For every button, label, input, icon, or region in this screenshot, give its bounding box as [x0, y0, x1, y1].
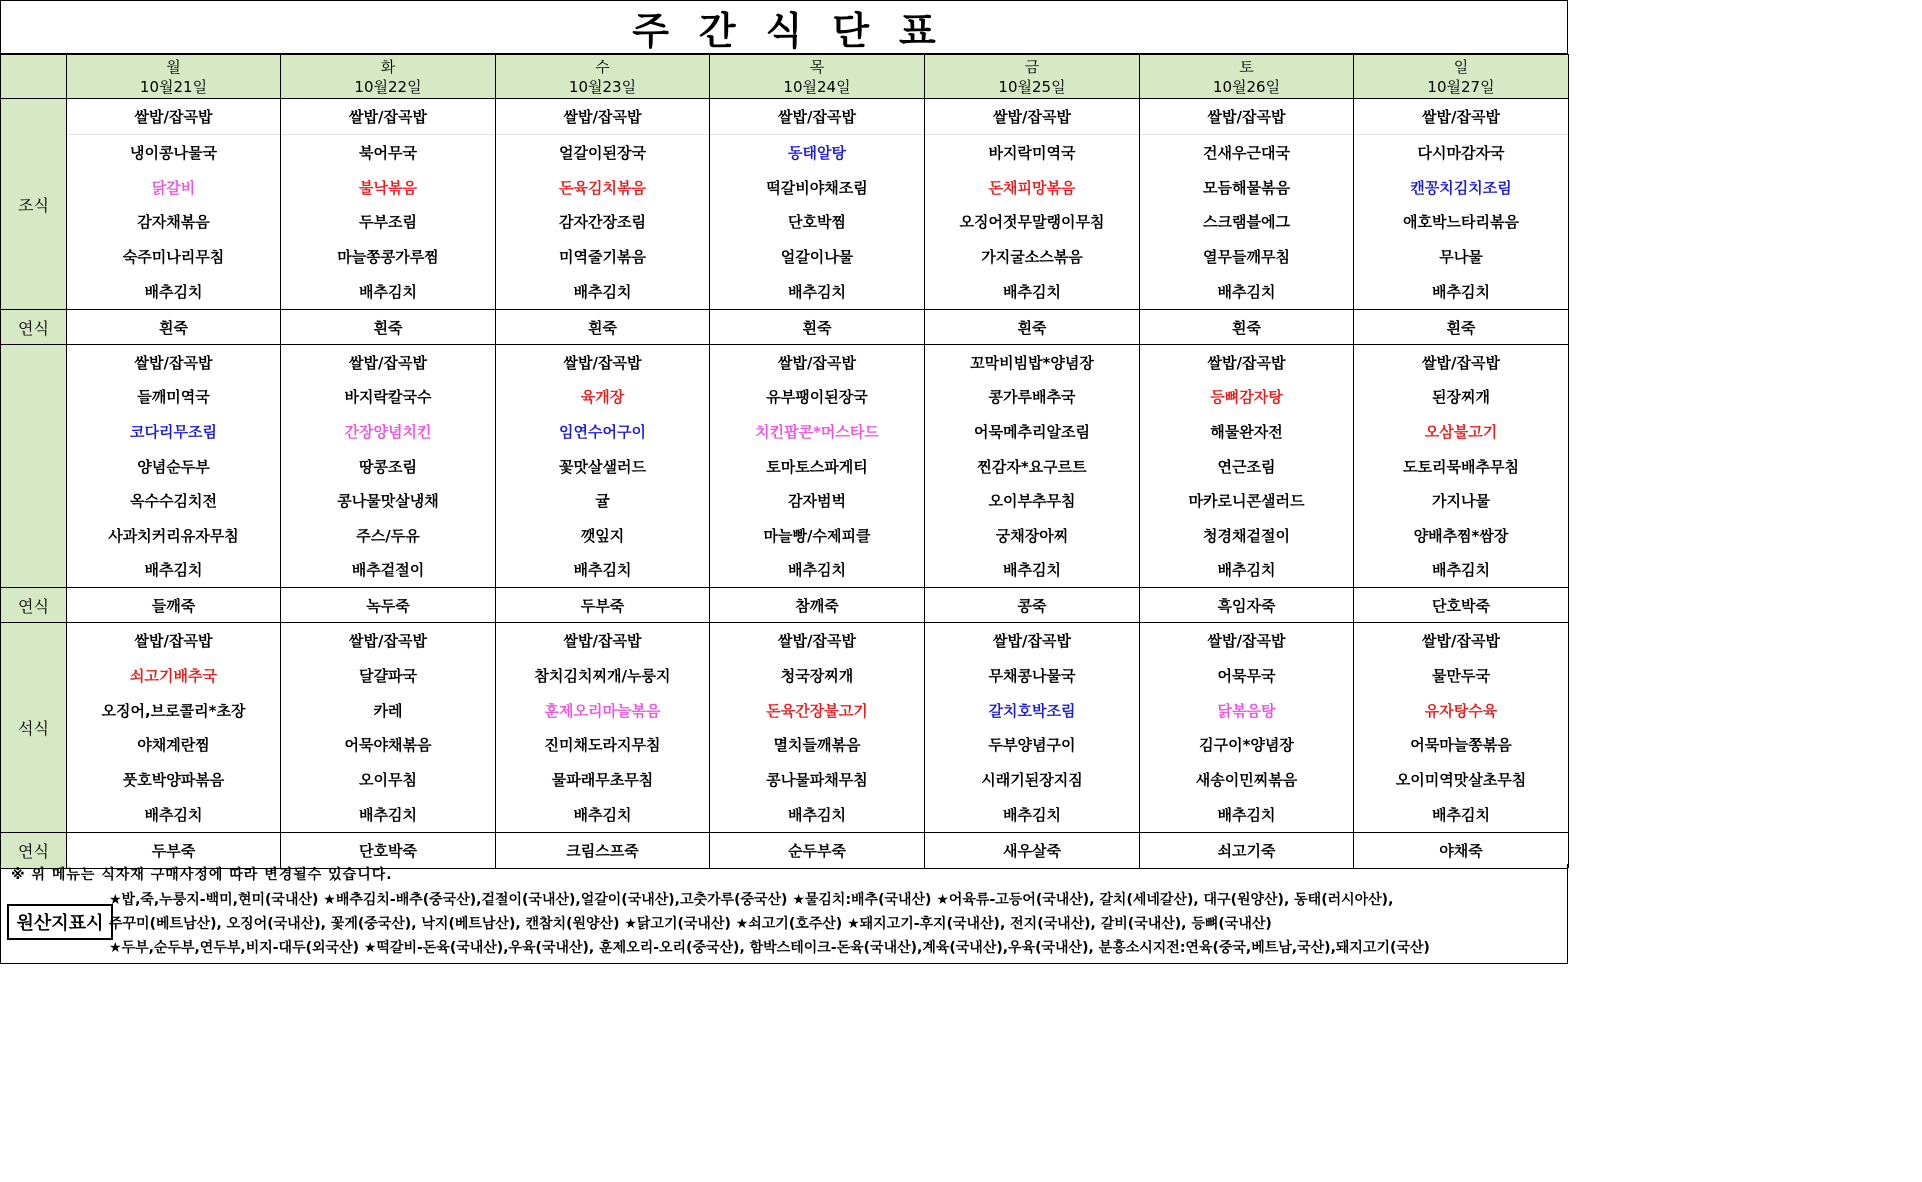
menu-item: 동태알탕: [788, 143, 846, 162]
menu-item: 야채계란찜: [137, 736, 210, 755]
meal-label-breakfast: 조식: [1, 98, 67, 309]
menu-cell: [496, 622, 710, 832]
menu-item: 배추김치: [1003, 283, 1061, 302]
weekday-label: 화: [380, 58, 396, 76]
menu-item: 쌀밥/잡곡밥: [778, 631, 856, 650]
menu-item: 배추김치: [1217, 283, 1276, 302]
menu-cell: [1354, 622, 1569, 832]
menu-item: 참치김치찌개/누룽지: [534, 666, 671, 685]
snack-item: 녹두죽: [281, 587, 496, 622]
snack-item: 단호박죽: [281, 832, 496, 868]
menu-item: 배추김치: [1432, 561, 1490, 580]
menu-item: 달걀파국: [359, 666, 417, 685]
snack-item: 단호박죽: [1354, 587, 1569, 622]
menu-item: 쌀밥/잡곡밥: [1422, 631, 1500, 650]
menu-item: 쌀밥/잡곡밥: [67, 99, 280, 135]
menu-item: 배추김치: [1003, 806, 1061, 825]
menu-item: 간장양념치킨: [344, 422, 432, 441]
header-corner: [1, 54, 67, 98]
snack-item: 크림스프죽: [496, 832, 710, 868]
menu-cell: [1140, 344, 1354, 587]
menu-item: 진미채도라지무침: [544, 736, 661, 755]
menu-item: 어묵메추리알조림: [974, 422, 1090, 441]
menu-item: 바지락칼국수: [344, 388, 432, 407]
menu-item: 배추김치: [1432, 806, 1490, 825]
origin-section: [0, 886, 1568, 964]
menu-item: 연근조림: [1217, 457, 1276, 476]
menu-cell: [67, 98, 281, 309]
menu-item: 해물완자전: [1210, 422, 1283, 441]
menu-item: 주스/두유: [356, 526, 420, 545]
menu-item: 돈채피망볶음: [988, 178, 1076, 197]
menu-item: 다시마감자국: [1417, 143, 1505, 162]
menu-cell: [1354, 344, 1569, 587]
menu-cell: [710, 344, 925, 587]
snack-item: 콩죽: [925, 587, 1140, 622]
page-title: 주간식단표: [0, 0, 1568, 54]
menu-item: 배추김치: [1432, 283, 1490, 302]
date-label: 10월21일: [139, 78, 208, 96]
menu-item: 어묵마늘쫑볶음: [1410, 736, 1512, 755]
menu-item: 두부조림: [359, 213, 417, 232]
menu-item: 쌀밥/잡곡밥: [1207, 631, 1286, 650]
menu-cell: [925, 622, 1140, 832]
origin-lines: [109, 888, 1563, 960]
snack-item: 흰죽: [1140, 309, 1354, 344]
origin-line: ★밥,죽,누룽지-백미,현미(국내산) ★배추김치-배추(중국산),겉절이(국내산),얼갈이(국내산),고춧가루(중국산) ★물김치:배추(국내산) ★어육류-고등어(국내산), 갈치(세네갈산), 대구(원양산), 동태(러시아산),: [109, 892, 1394, 908]
menu-item: 가지나물: [1432, 492, 1490, 511]
menu-item: 멸치들깨볶음: [773, 736, 861, 755]
menu-item: 감자범벅: [788, 492, 846, 511]
snack-item: 흰죽: [67, 309, 281, 344]
menu-item: 양배추찜*쌈장: [1413, 526, 1509, 545]
menu-item: 숙주미나리무침: [122, 248, 225, 267]
menu-item: 콩가루배추국: [988, 388, 1076, 407]
menu-item: 배추김치: [144, 806, 203, 825]
menu-cell: [710, 98, 925, 309]
menu-item: 쌀밥/잡곡밥: [563, 353, 642, 372]
day-header: [1140, 54, 1354, 98]
menu-item: 찐감자*요구르트: [977, 457, 1087, 476]
weekday-label: 토: [1239, 58, 1254, 76]
menu-item: 귤: [595, 492, 610, 511]
menu-item: 쌀밥/잡곡밥: [281, 99, 495, 135]
menu-cell: [496, 344, 710, 587]
menu-item: 가지굴소스볶음: [981, 248, 1083, 267]
snack-item: 흰죽: [1354, 309, 1569, 344]
menu-table: [0, 54, 1568, 869]
menu-item: 된장찌개: [1432, 388, 1490, 407]
day-header: [710, 54, 925, 98]
menu-item: 풋호박양파볶음: [122, 771, 225, 790]
meal-label-snack: 연식: [1, 309, 67, 344]
menu-item: 배추김치: [359, 806, 417, 825]
menu-item: 배추김치: [144, 283, 203, 302]
menu-item: 카레: [373, 701, 403, 720]
menu-cell: [1140, 98, 1354, 309]
menu-item: 등뼈감자탕: [1210, 388, 1283, 407]
meal-label-lunch: [1, 344, 67, 587]
menu-cell: [281, 344, 496, 587]
menu-item: 북어무국: [359, 143, 417, 162]
menu-cell: [496, 98, 710, 309]
menu-item: 오삼불고기: [1424, 422, 1498, 441]
menu-item: 갈치호박조림: [988, 701, 1076, 720]
origin-line: 주꾸미(베트남산), 오징어(국내산), 꽃게(중국산), 낙지(베트남산), 캔참치(원양산) ★닭고기(국내산) ★쇠고기(호주산) ★돼지고기-후지(국내산), 전지(국내산), 갈비(국내산), 등뼈(국내산): [109, 916, 1272, 932]
day-header: [1354, 54, 1569, 98]
snack-item: 참깨죽: [710, 587, 925, 622]
menu-item: 어묵무국: [1217, 666, 1276, 685]
menu-item: 두부양념구이: [988, 736, 1076, 755]
menu-item: 물파래무초무침: [551, 771, 654, 790]
snack-item: 흑임자죽: [1140, 587, 1354, 622]
menu-item: 바지락미역국: [988, 143, 1076, 162]
menu-item: 닭볶음탕: [1217, 701, 1276, 720]
date-label: 10월27일: [1427, 78, 1495, 96]
menu-item: 훈제오리마늘볶음: [544, 701, 661, 720]
snack-item: 두부죽: [496, 587, 710, 622]
snack-item: 흰죽: [281, 309, 496, 344]
menu-item: 유자탕수육: [1424, 701, 1498, 720]
menu-item: 토마토스파게티: [766, 457, 868, 476]
menu-item: 시래기된장지짐: [981, 771, 1083, 790]
menu-item: 쌀밥/잡곡밥: [134, 631, 213, 650]
menu-item: 배추김치: [573, 561, 632, 580]
menu-item: 배추김치: [573, 806, 632, 825]
menu-cell: [710, 622, 925, 832]
menu-item: 물만두국: [1432, 666, 1490, 685]
origin-line: ★두부,순두부,연두부,비지-대두(외국산) ★떡갈비-돈육(국내산),우육(국내산), 훈제오리-오리(중국산), 함박스테이크-돈육(국내산),계육(국내산),우육(국내산), 분홍소시지전:연육(중국,베트남,국산),돼지고기(국산): [109, 940, 1430, 956]
menu-item: 떡갈비야채조림: [766, 178, 868, 197]
menu-item: 쇠고기배추국: [130, 666, 217, 685]
menu-item: 모듬해물볶음: [1203, 178, 1290, 197]
menu-item: 단호박찜: [788, 213, 846, 232]
menu-item: 배추김치: [1217, 806, 1276, 825]
snack-item: 흰죽: [925, 309, 1140, 344]
menu-cell: [67, 622, 281, 832]
menu-cell: [1140, 622, 1354, 832]
menu-item: 궁채장아찌: [995, 526, 1069, 545]
menu-item: 쌀밥/잡곡밥: [496, 99, 709, 135]
menu-cell: [925, 344, 1140, 587]
menu-item: 배추김치: [788, 806, 846, 825]
menu-item: 새송이민찌볶음: [1195, 771, 1298, 790]
menu-item: 오징어젓무말랭이무침: [959, 213, 1105, 232]
menu-item: 무채콩나물국: [988, 666, 1076, 685]
menu-item: 얼갈이된장국: [559, 143, 646, 162]
menu-item: 배추김치: [1003, 561, 1061, 580]
snack-item: 야채죽: [1354, 832, 1569, 868]
menu-item: 깻잎지: [580, 526, 625, 545]
menu-item: 어묵야채볶음: [344, 736, 432, 755]
menu-item: 배추김치: [144, 561, 203, 580]
menu-item: 사과치커리유자무침: [108, 526, 239, 545]
menu-item: 배추김치: [788, 561, 846, 580]
menu-item: 건새우근대국: [1203, 143, 1290, 162]
date-label: 10월24일: [783, 78, 851, 96]
menu-item: 스크램블에그: [1203, 213, 1290, 232]
weekday-label: 목: [809, 58, 825, 76]
menu-item: 꼬막비빔밥*양념장: [970, 353, 1094, 372]
menu-item: 땅콩조림: [359, 457, 417, 476]
menu-item: 양념순두부: [137, 457, 210, 476]
weekday-label: 금: [1024, 58, 1040, 76]
weekday-label: 수: [595, 58, 610, 76]
menu-item: 코다리무조림: [130, 422, 217, 441]
menu-cell: [281, 622, 496, 832]
menu-item: 마늘빵/수제피클: [763, 526, 871, 545]
menu-item: 돈육간장불고기: [766, 701, 868, 720]
menu-item: 쌀밥/잡곡밥: [993, 631, 1071, 650]
menu-item: 치킨팝콘*머스타드: [755, 422, 879, 441]
menu-cell: [1354, 98, 1569, 309]
menu-item: 돈육김치볶음: [559, 178, 646, 197]
weekday-label: 월: [166, 58, 181, 76]
menu-cell: [67, 344, 281, 587]
snack-item: 두부죽: [67, 832, 281, 868]
menu-item: 쌀밥/잡곡밥: [925, 99, 1139, 135]
menu-item: 쌀밥/잡곡밥: [1140, 99, 1353, 135]
menu-item: 콩나물파채무침: [766, 771, 868, 790]
date-label: 10월25일: [998, 78, 1066, 96]
menu-item: 배추김치: [1217, 561, 1276, 580]
snack-item: 흰죽: [710, 309, 925, 344]
day-header: [67, 54, 281, 98]
date-label: 10월23일: [568, 78, 637, 96]
menu-item: 들깨미역국: [137, 388, 210, 407]
date-label: 10월22일: [354, 78, 422, 96]
day-header: [925, 54, 1140, 98]
menu-item: 배추김치: [573, 283, 632, 302]
menu-item: 쌀밥/잡곡밥: [1422, 353, 1500, 372]
menu-item: 쌀밥/잡곡밥: [563, 631, 642, 650]
menu-item: 감자채볶음: [137, 213, 210, 232]
menu-item: 김구이*양념장: [1199, 736, 1294, 755]
date-label: 10월26일: [1212, 78, 1281, 96]
snack-item: 들깨죽: [67, 587, 281, 622]
menu-item: 쌀밥/잡곡밥: [778, 353, 856, 372]
menu-item: 얼갈이나물: [780, 248, 854, 267]
menu-item: 배추겉절이: [351, 561, 425, 580]
day-header: [281, 54, 496, 98]
menu-item: 열무들깨무침: [1203, 248, 1290, 267]
menu-item: 오이미역맛살초무침: [1395, 771, 1527, 790]
menu-item: 애호박느타리볶음: [1403, 213, 1519, 232]
menu-item: 도토리묵배추무침: [1403, 457, 1519, 476]
menu-item: 쌀밥/잡곡밥: [1354, 99, 1568, 135]
menu-item: 감자간장조림: [559, 213, 646, 232]
menu-item: 오징어,브로콜리*초장: [101, 701, 246, 720]
menu-item: 불낙볶음: [359, 178, 417, 197]
menu-item: 오이부추무침: [988, 492, 1076, 511]
meal-label-snack: 연식: [1, 832, 67, 868]
menu-item: 배추김치: [788, 283, 846, 302]
snack-item: 순두부죽: [710, 832, 925, 868]
meal-label-dinner: 석식: [1, 622, 67, 832]
menu-item: 유부팽이된장국: [766, 388, 868, 407]
menu-cell: [281, 98, 496, 309]
menu-item: 쌀밥/잡곡밥: [349, 353, 427, 372]
menu-item: 쌀밥/잡곡밥: [710, 99, 924, 135]
origin-label: 원산지표시: [7, 904, 113, 940]
menu-item: 육개장: [580, 388, 625, 407]
menu-item: 배추김치: [359, 283, 417, 302]
menu-item: 꽃맛살샐러드: [559, 457, 646, 476]
menu-item: 쌀밥/잡곡밥: [349, 631, 427, 650]
menu-item: 닭갈비: [151, 178, 196, 197]
menu-item: 청경채겉절이: [1203, 526, 1290, 545]
menu-item: 청국장찌개: [780, 666, 854, 685]
change-notice: ※ 위 메뉴는 식자재 구매사정에 따라 변경될수 있습니다.: [0, 864, 1568, 886]
meal-label-snack: 연식: [1, 587, 67, 622]
menu-cell: [925, 98, 1140, 309]
menu-item: 임연수어구이: [559, 422, 646, 441]
menu-item: 옥수수김치전: [130, 492, 217, 511]
menu-item: 쌀밥/잡곡밥: [134, 353, 213, 372]
snack-item: 새우살죽: [925, 832, 1140, 868]
day-header: [496, 54, 710, 98]
weekday-label: 일: [1453, 58, 1469, 76]
menu-item: 무나물: [1439, 248, 1483, 267]
menu-item: 캔꽁치김치조림: [1410, 178, 1512, 197]
menu-item: 콩나물맛살냉채: [337, 492, 439, 511]
menu-item: 마카로니콘샐러드: [1188, 492, 1305, 511]
menu-item: 냉이콩나물국: [130, 143, 217, 162]
menu-item: 마늘쫑콩가루찜: [337, 248, 439, 267]
menu-item: 미역줄기볶음: [559, 248, 646, 267]
menu-item: 쌀밥/잡곡밥: [1207, 353, 1286, 372]
menu-item: 오이무침: [359, 771, 417, 790]
snack-item: 흰죽: [496, 309, 710, 344]
snack-item: 쇠고기죽: [1140, 832, 1354, 868]
